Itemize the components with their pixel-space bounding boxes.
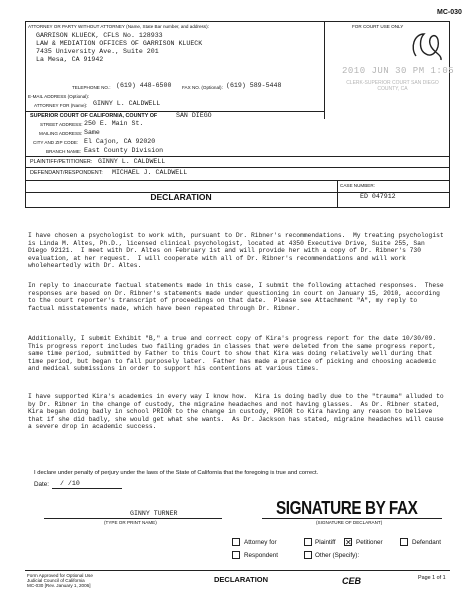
ceb-logo: CEB bbox=[342, 576, 362, 586]
attorney-line-2: LAW & MEDIATION OFFICES OF GARRISON KLUECK bbox=[36, 40, 203, 47]
form-revision: MC-030 [Rev. January 1, 2006] bbox=[27, 583, 91, 588]
checkbox-other-label: Other (Specify): bbox=[315, 552, 360, 559]
mailing-label: MAILING ADDRESS: bbox=[39, 131, 83, 136]
checkbox-petitioner-mark: ✕ bbox=[345, 538, 352, 547]
case-number-value: ED 047912 bbox=[360, 193, 396, 200]
footer-rule bbox=[25, 570, 450, 571]
filed-stamp: 2010 JUN 30 PM 1:05 bbox=[342, 66, 455, 76]
checkbox-defendant[interactable] bbox=[400, 538, 408, 546]
city-value: El Cajon, CA 92020 bbox=[84, 138, 156, 145]
court-use-label: FOR COURT USE ONLY bbox=[352, 24, 404, 29]
street-label: STREET ADDRESS: bbox=[40, 122, 83, 127]
perjury-statement: I declare under penalty of perjury under the laws of the State of California that the foregoing is true and correct. bbox=[34, 470, 319, 476]
bottom-declaration-title: DECLARATION bbox=[214, 575, 269, 584]
date-underline bbox=[52, 488, 122, 489]
judicial-council: Judicial Council of California bbox=[27, 578, 85, 583]
parties-divider bbox=[25, 167, 450, 168]
fax-label: FAX NO. (Optional): bbox=[182, 85, 223, 90]
declaration-title: DECLARATION bbox=[150, 192, 212, 202]
form-number: MC-030 bbox=[437, 9, 462, 16]
signature-by-fax: SIGNATURE BY FAX bbox=[276, 498, 418, 518]
case-number-label: CASE NUMBER: bbox=[340, 183, 375, 188]
attorney-line-4: La Mesa, CA 91942 bbox=[36, 56, 104, 63]
filed-stamp-subtitle: CLERK-SUPERIOR COURT SAN DIEGO COUNTY, CA bbox=[346, 80, 439, 92]
street-value: 250 E. Main St. bbox=[84, 120, 144, 127]
defendant-label: DEFENDANT/RESPONDENT: bbox=[30, 170, 103, 176]
branch-label: BRANCH NAME: bbox=[46, 149, 82, 154]
checkbox-plaintiff[interactable] bbox=[304, 538, 312, 546]
printed-name-line bbox=[44, 518, 222, 519]
date-label: Date: bbox=[34, 481, 50, 488]
signature-line bbox=[262, 518, 442, 519]
paragraph-1: I have chosen a psychologist to work with, pursuant to Dr. Ribner's recommendations. My treating psychologist is Linda M. Altes, Ph.D., licensed clinical psychologist, located at 4350 Executive Drive, Suite 255, San Diego 92121. I meet with Dr. Altes on February 1st and will provide her with a copy of Dr. Ribner's 730 evaluation, at her request. I will cooperate with all of Dr. Ribner's recommendations and will work wholeheartedly with Dr. Altes. bbox=[28, 232, 448, 269]
fax-value: (619) 589-5448 bbox=[226, 82, 282, 89]
checkbox-defendant-label: Defendant bbox=[412, 539, 442, 546]
date-value: / /10 bbox=[60, 480, 80, 487]
checkbox-petitioner-label: Petitioner bbox=[356, 539, 383, 546]
checkbox-plaintiff-label: Plaintiff bbox=[315, 539, 336, 546]
court-label: SUPERIOR COURT OF CALIFORNIA, COUNTY OF bbox=[30, 113, 158, 119]
checkbox-other[interactable] bbox=[304, 551, 312, 559]
parties-section-top bbox=[25, 156, 450, 157]
city-label: CITY AND ZIP CODE: bbox=[33, 140, 79, 145]
court-use-divider bbox=[324, 21, 325, 119]
plaintiff-value: GINNY L. CALDWELL bbox=[98, 158, 166, 165]
telephone-label: TELEPHONE NO.: bbox=[72, 85, 111, 90]
checkbox-attorney-for[interactable] bbox=[232, 538, 240, 546]
attorney-for-value: GINNY L. CALDWELL bbox=[93, 100, 161, 107]
paragraph-4: I have supported Kira's academics in every way I know how. Kira is doing badly due to the "trauma" alluded to by Dr. Ribner in the change of custody, the migraine headaches and not having glasses. As Dr. Ribner stated, Kira began doing badly in school PRIOR to the change in custody, PRIOR to Kira having any reason to believe that if she did badly, she would get what she wants. As Dr. Jackson has stated, migraine headaches will cause a severe drop in academic success. bbox=[28, 393, 448, 430]
case-number-divider bbox=[337, 180, 338, 208]
printed-name: GINNY TURNER bbox=[130, 510, 178, 517]
checkbox-respondent[interactable] bbox=[232, 551, 240, 559]
attorney-line-3: 7435 University Ave., Suite 201 bbox=[36, 48, 159, 55]
defendant-value: MICHAEL J. CALDWELL bbox=[112, 169, 188, 176]
checkbox-respondent-label: Respondent bbox=[244, 552, 278, 559]
court-section-top bbox=[25, 111, 325, 112]
attorney-line-1: GARRISON KLUECK, CFLS No. 128933 bbox=[36, 32, 163, 39]
paragraph-3: Additionally, I submit Exhibit "B," a true and correct copy of Kira's progress report for the date 10/30/09. This progress report includes two failing grades in classes that were deleted from the same progress report, same time period, submitted by Father to this Court to show that Kira was doing relatively well during that time period, but began to fall purposely later. Father has made a practice of picking and choosing academic and medical submissions in order to support his contentions at various times. bbox=[28, 335, 444, 372]
telephone-value: (619) 448-6500 bbox=[116, 82, 172, 89]
mailing-value: Same bbox=[84, 129, 100, 136]
checkbox-attorney-for-label: Attorney for bbox=[244, 539, 277, 546]
page-number: Page 1 of 1 bbox=[418, 575, 446, 581]
attorney-label: ATTORNEY OR PARTY WITHOUT ATTORNEY (Name, State Bar number, and address): bbox=[28, 24, 209, 29]
signature-label: (SIGNATURE OF DECLARANT) bbox=[316, 520, 383, 525]
checkbox-petitioner[interactable] bbox=[344, 538, 352, 546]
email-label: E-MAIL ADDRESS (Optional): bbox=[28, 94, 90, 99]
printed-name-label: (TYPE OR PRINT NAME) bbox=[104, 520, 157, 525]
paragraph-2: In reply to inaccurate factual statements made in this case, I submit the following attached responses. These responses are based on Dr. Ribner's statements made under questioning in court on January 15, 2010, according to the court reporter's transcript of proceedings on that date. Please see Attachment "A", my reply to factual misstatements made, which have been repeated through Dr. Ribner. bbox=[28, 282, 448, 312]
branch-value: East County Division bbox=[84, 147, 164, 154]
plaintiff-label: PLAINTIFF/PETITIONER: bbox=[30, 159, 93, 165]
attorney-for-label: ATTORNEY FOR (Name): bbox=[34, 103, 88, 108]
form-approved: Form Approved for Optional Use bbox=[27, 573, 93, 578]
county-value: SAN DIEGO bbox=[176, 112, 212, 119]
handwritten-initials-mark bbox=[408, 28, 444, 64]
